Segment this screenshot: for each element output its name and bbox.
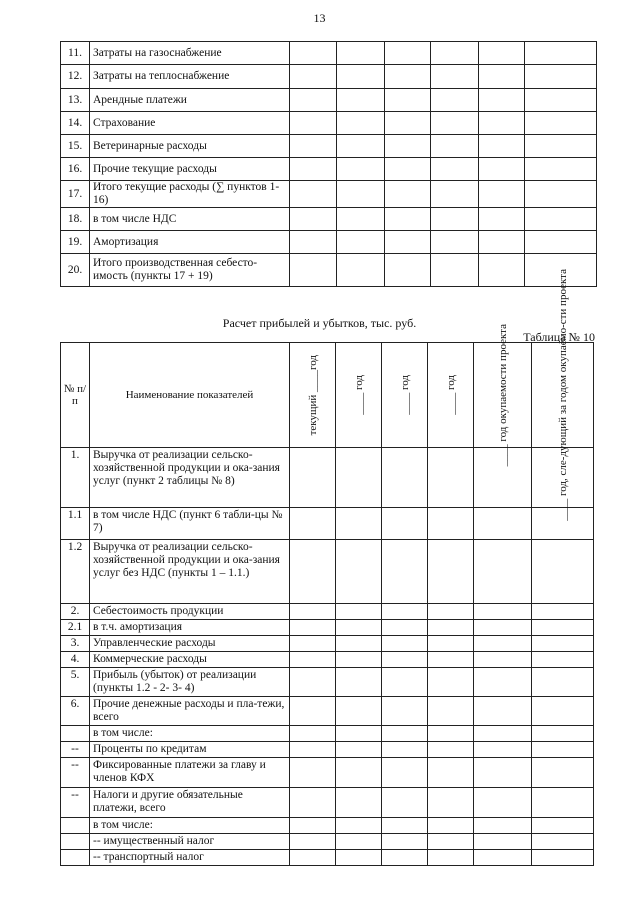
cell xyxy=(474,540,532,604)
cell xyxy=(290,834,336,850)
table-number: Таблица № 10 xyxy=(523,330,595,344)
cell xyxy=(382,652,428,668)
row-name: Итого производственная себесто-имость (пункты 17 + 19) xyxy=(90,254,290,287)
cell xyxy=(385,112,431,135)
cell xyxy=(525,65,597,89)
row-name: Управленческие расходы xyxy=(90,636,290,652)
cell xyxy=(337,158,385,181)
row-name: -- транспортный налог xyxy=(90,850,290,866)
row-name: в том числе НДС (пункт 6 табли-цы № 7) xyxy=(90,508,290,540)
cell xyxy=(431,208,479,231)
cell xyxy=(290,448,336,508)
cell xyxy=(336,620,382,636)
row-number: 19. xyxy=(61,231,90,254)
cell xyxy=(428,818,474,834)
table-caption: Расчет прибылей и убытков, тыс. руб. xyxy=(222,316,417,330)
table-row xyxy=(61,818,594,834)
cost-table xyxy=(60,41,597,287)
cell xyxy=(431,65,479,89)
row-number: 3. xyxy=(61,636,90,652)
cell xyxy=(479,135,525,158)
cell xyxy=(337,135,385,158)
cell xyxy=(431,181,479,208)
table-row xyxy=(61,620,594,636)
cell xyxy=(290,636,336,652)
cell xyxy=(428,540,474,604)
cell xyxy=(474,758,532,788)
cell xyxy=(337,42,385,65)
cell xyxy=(525,181,597,208)
cell xyxy=(479,158,525,181)
row-name: Страхование xyxy=(90,112,290,135)
cell xyxy=(479,112,525,135)
table-row xyxy=(61,89,597,112)
cell xyxy=(532,540,594,604)
cell xyxy=(336,850,382,866)
cell xyxy=(290,697,336,726)
row-name: Проценты по кредитам xyxy=(90,742,290,758)
row-name: в том числе: xyxy=(90,726,290,742)
cell xyxy=(336,742,382,758)
cell xyxy=(382,668,428,697)
cell xyxy=(428,726,474,742)
cell xyxy=(336,818,382,834)
cell xyxy=(382,834,428,850)
cell xyxy=(336,834,382,850)
row-number: -- xyxy=(61,742,90,758)
cell xyxy=(290,540,336,604)
row-number: 2. xyxy=(61,604,90,620)
cell xyxy=(382,540,428,604)
cell xyxy=(532,636,594,652)
row-name: Себестоимость продукции xyxy=(90,604,290,620)
cell xyxy=(336,788,382,818)
table-row xyxy=(61,788,594,818)
cell xyxy=(385,135,431,158)
cell xyxy=(382,604,428,620)
cell xyxy=(337,254,385,287)
cell xyxy=(479,231,525,254)
row-name: Коммерческие расходы xyxy=(90,652,290,668)
cell xyxy=(290,231,337,254)
row-name: в т.ч. амортизация xyxy=(90,620,290,636)
row-name: Выручка от реализации сельско-хозяйственной продукции и ока-зания услуг без НДС (пункты 1 – 1.1.) xyxy=(90,540,290,604)
cell xyxy=(431,112,479,135)
cell xyxy=(525,89,597,112)
cell xyxy=(385,65,431,89)
cell xyxy=(385,158,431,181)
cell xyxy=(385,89,431,112)
cell xyxy=(479,42,525,65)
cell xyxy=(525,42,597,65)
row-number: 16. xyxy=(61,158,90,181)
cell xyxy=(479,208,525,231)
cell xyxy=(382,726,428,742)
cell xyxy=(382,636,428,652)
row-number: 11. xyxy=(61,42,90,65)
cell xyxy=(336,668,382,697)
header-name: Наименование показателей xyxy=(90,343,290,448)
cell xyxy=(532,726,594,742)
cell xyxy=(428,508,474,540)
cell xyxy=(290,850,336,866)
row-number xyxy=(61,834,90,850)
cell xyxy=(336,652,382,668)
cell xyxy=(382,742,428,758)
cell xyxy=(337,89,385,112)
table-row xyxy=(61,636,594,652)
cell xyxy=(474,652,532,668)
cell xyxy=(479,65,525,89)
cell xyxy=(474,668,532,697)
table-row xyxy=(61,448,594,508)
cell xyxy=(431,89,479,112)
cell xyxy=(431,42,479,65)
cell xyxy=(431,254,479,287)
row-name: в том числе: xyxy=(90,818,290,834)
cell xyxy=(474,850,532,866)
row-name: Ветеринарные расходы xyxy=(90,135,290,158)
row-number: -- xyxy=(61,788,90,818)
cell xyxy=(428,742,474,758)
table-row xyxy=(61,508,594,540)
row-number: -- xyxy=(61,758,90,788)
page-number: 13 xyxy=(313,11,326,25)
cell xyxy=(431,135,479,158)
row-number: 15. xyxy=(61,135,90,158)
cell xyxy=(525,158,597,181)
cell xyxy=(290,788,336,818)
cell xyxy=(525,135,597,158)
cell xyxy=(428,448,474,508)
cell xyxy=(431,231,479,254)
row-name: Итого текущие расходы (∑ пунктов 1- 16) xyxy=(90,181,290,208)
cell xyxy=(474,508,532,540)
cell xyxy=(385,208,431,231)
cell xyxy=(290,89,337,112)
cell xyxy=(525,208,597,231)
cell xyxy=(336,636,382,652)
cell xyxy=(290,818,336,834)
cell xyxy=(290,112,337,135)
row-name: Налоги и другие обязательные платежи, всего xyxy=(90,788,290,818)
row-name: в том числе НДС xyxy=(90,208,290,231)
table-row xyxy=(61,112,597,135)
cell xyxy=(428,636,474,652)
cell xyxy=(474,726,532,742)
table-row xyxy=(61,850,594,866)
row-number: 14. xyxy=(61,112,90,135)
table-row xyxy=(61,208,597,231)
row-number: 1.1 xyxy=(61,508,90,540)
cell xyxy=(532,668,594,697)
cell xyxy=(431,158,479,181)
table-row xyxy=(61,834,594,850)
cell xyxy=(428,668,474,697)
row-name: Фиксированные платежи за главу и членов КФХ xyxy=(90,758,290,788)
cell xyxy=(532,834,594,850)
header-year-col: ____ год xyxy=(336,343,382,448)
cell xyxy=(428,652,474,668)
cell xyxy=(479,89,525,112)
cell xyxy=(336,540,382,604)
row-number: 1. xyxy=(61,448,90,508)
row-number: 2.1 xyxy=(61,620,90,636)
cell xyxy=(428,604,474,620)
cell xyxy=(532,697,594,726)
row-name: Затраты на теплоснабжение xyxy=(90,65,290,89)
cell xyxy=(525,231,597,254)
row-number: 17. xyxy=(61,181,90,208)
cell xyxy=(474,742,532,758)
cell xyxy=(290,254,337,287)
cell xyxy=(336,697,382,726)
cell xyxy=(290,65,337,89)
cell xyxy=(479,181,525,208)
cell xyxy=(290,742,336,758)
row-name: -- имущественный налог xyxy=(90,834,290,850)
row-name: Прочие денежные расходы и пла-тежи, всего xyxy=(90,697,290,726)
cell xyxy=(382,850,428,866)
cell xyxy=(532,758,594,788)
cell xyxy=(290,758,336,788)
header-num: № п/п xyxy=(61,343,90,448)
cell xyxy=(532,620,594,636)
cell xyxy=(525,112,597,135)
cell xyxy=(290,620,336,636)
cell xyxy=(532,742,594,758)
header-year-col: ____ год xyxy=(428,343,474,448)
cell xyxy=(290,135,337,158)
cell xyxy=(290,668,336,697)
cell xyxy=(382,697,428,726)
table-row xyxy=(61,158,597,181)
cell xyxy=(532,604,594,620)
table-row xyxy=(61,652,594,668)
cell xyxy=(337,231,385,254)
cell xyxy=(382,788,428,818)
cell xyxy=(290,652,336,668)
cell xyxy=(385,254,431,287)
cell xyxy=(428,788,474,818)
row-number: 20. xyxy=(61,254,90,287)
cell xyxy=(337,65,385,89)
cell xyxy=(385,231,431,254)
cell xyxy=(474,834,532,850)
cell xyxy=(290,181,337,208)
cell xyxy=(479,254,525,287)
cell xyxy=(385,181,431,208)
table-row xyxy=(61,726,594,742)
cell xyxy=(428,620,474,636)
cell xyxy=(474,620,532,636)
table-row xyxy=(61,231,597,254)
cell xyxy=(382,818,428,834)
cell xyxy=(290,604,336,620)
table-row xyxy=(61,697,594,726)
cell xyxy=(336,758,382,788)
cell xyxy=(474,788,532,818)
table-row xyxy=(61,758,594,788)
table-row xyxy=(61,42,597,65)
row-number: 18. xyxy=(61,208,90,231)
cell xyxy=(382,448,428,508)
cell xyxy=(290,42,337,65)
row-name: Прочие текущие расходы xyxy=(90,158,290,181)
cell xyxy=(428,834,474,850)
cell xyxy=(336,604,382,620)
cell xyxy=(382,758,428,788)
cell xyxy=(474,697,532,726)
cell xyxy=(337,208,385,231)
table-row xyxy=(61,254,597,287)
row-name: Затраты на газоснабжение xyxy=(90,42,290,65)
header-year-col: текущий ____год xyxy=(290,343,336,448)
cell xyxy=(532,652,594,668)
cell xyxy=(532,850,594,866)
row-name: Амортизация xyxy=(90,231,290,254)
cell xyxy=(428,697,474,726)
cell xyxy=(532,788,594,818)
cell xyxy=(382,620,428,636)
table-header-row xyxy=(61,343,594,448)
row-number: 13. xyxy=(61,89,90,112)
cell xyxy=(428,850,474,866)
row-number xyxy=(61,726,90,742)
row-number xyxy=(61,850,90,866)
cell xyxy=(428,758,474,788)
row-name: Арендные платежи xyxy=(90,89,290,112)
row-number: 4. xyxy=(61,652,90,668)
cell xyxy=(336,726,382,742)
row-number: 12. xyxy=(61,65,90,89)
header-year-col: ____ год окупаемости проекта xyxy=(474,343,532,448)
row-number xyxy=(61,818,90,834)
row-number: 6. xyxy=(61,697,90,726)
row-name: Выручка от реализации сельско-хозяйственной продукции и ока-зания услуг (пункт 2 таблицы № 8) xyxy=(90,448,290,508)
cell xyxy=(336,508,382,540)
table-row xyxy=(61,181,597,208)
cell xyxy=(290,726,336,742)
header-year-col: ____ год, сле-дующий за годом окупаемо-сти проекта xyxy=(532,343,594,448)
cell xyxy=(337,112,385,135)
table-row xyxy=(61,742,594,758)
cell xyxy=(474,636,532,652)
cell xyxy=(290,508,336,540)
cell xyxy=(385,42,431,65)
table-row xyxy=(61,65,597,89)
row-name: Прибыль (убыток) от реализации (пункты 1.2 - 2- 3- 4) xyxy=(90,668,290,697)
cell xyxy=(474,818,532,834)
cell xyxy=(382,508,428,540)
table-row xyxy=(61,668,594,697)
table-row xyxy=(61,604,594,620)
row-number: 1.2 xyxy=(61,540,90,604)
cell xyxy=(290,208,337,231)
cell xyxy=(290,158,337,181)
cell xyxy=(532,818,594,834)
table-row xyxy=(61,540,594,604)
row-number: 5. xyxy=(61,668,90,697)
header-year-col: ____ год xyxy=(382,343,428,448)
table-row xyxy=(61,135,597,158)
cell xyxy=(337,181,385,208)
cell xyxy=(474,604,532,620)
cell xyxy=(336,448,382,508)
